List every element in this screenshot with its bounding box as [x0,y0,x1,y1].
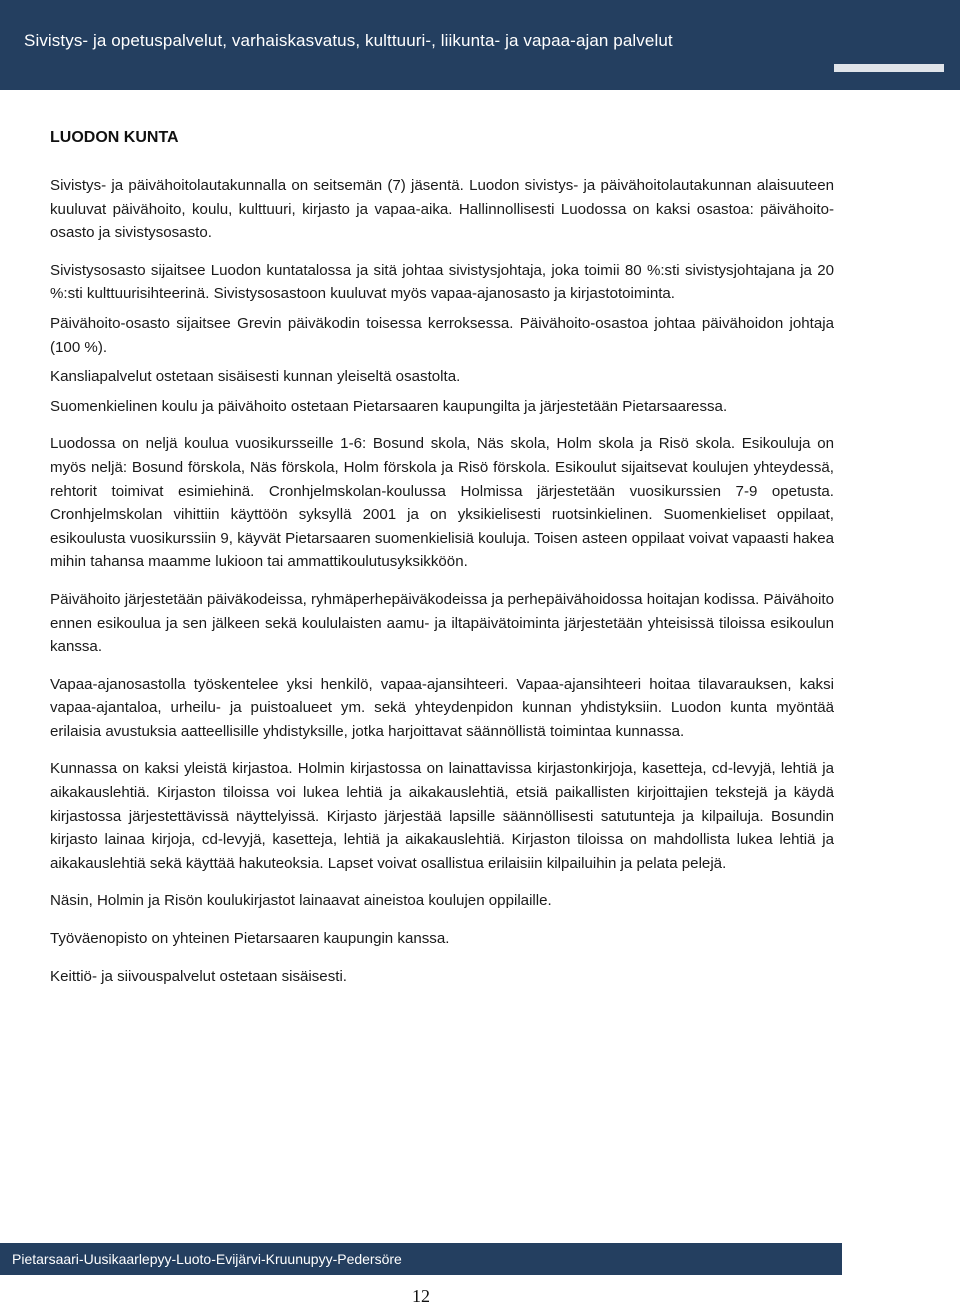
paragraph-board: Sivistys- ja päivähoitolautakunnalla on seitsemän (7) jäsentä. Luodon sivistys- ja päivähoitolautakunnan alaisuuteen kuuluvat päivähoito, koulu, kulttuuri, kirjasto ja vapaa-aika. Hallinnollisesti Luodossa on kaksi osastoa: päivähoito-osasto ja sivistysosasto. [50,177,834,242]
header-accent-bar [834,64,944,72]
paragraph-education-department: Sivistysosasto sijaitsee Luodon kuntatalossa ja sitä johtaa sivistysjohtaja, joka toimii 80 %:sti sivistysjohtajana ja 20 %:sti kulttuurisihteerinä. Sivistysosastoon kuuluvat myös vapaa-ajanosasto ja kirjastotoiminta. [50,261,834,303]
paragraph-daycare-department: Päivähoito-osasto sijaitsee Grevin päiväkodin toisessa kerroksessa. Päivähoito-osastoa johtaa päivähoidon johtaja (100 %). [50,314,834,356]
paragraph-school-libraries: Näsin, Holmin ja Risön koulukirjastot lainaavat aineistoa koulujen oppilaille. [50,892,552,910]
paragraph-leisure: Vapaa-ajanosastolla työskentelee yksi henkilö, vapaa-ajansihteeri. Vapaa-ajansihteeri hoitaa tilavarauksen, kaksi vapaa-ajantaloa, urheilu- ja puistoalueet ym. sekä yhteydenpidon kunnan yhdistyksiin. Luodon kunta myöntää erilaisia avustuksia aatteellisille yhdistyksille, jotka harjoittavat säännöllistä toimintaa kunnassa. [50,675,834,740]
page-footer [0,1243,842,1275]
section-heading: LUODON KUNTA [50,129,179,146]
paragraph-workers-institute: Työväenopisto on yhteinen Pietarsaaren kaupungin kanssa. [50,930,450,948]
paragraph-daycare: Päivähoito järjestetään päiväkodeissa, ryhmäperhepäiväkodeissa ja perhepäivähoidossa hoitajan kodissa. Päivähoito ennen esikoulua ja sen jälkeen sekä koululaisten aamu- ja iltapäivätoiminta järjestetään yhteisissä tiloissa esikoulun kanssa. [50,590,834,656]
document-body [50,128,834,1002]
paragraph-kitchen-cleaning: Keittiö- ja siivouspalvelut ostetaan sisäisesti. [50,967,347,985]
paragraph-schools: Luodossa on neljä koulua vuosikursseille 1-6: Bosund skola, Näs skola, Holm skola ja Risö skola. Esikouluja on myös neljä: Bosund förskola, Näs förskola, Holm förskola ja Risö förskola. Esikoulut sijaitsevat koulujen yhteydessä, rehtorit toimivat esimiehinä. Cronhjelmskolan-koulussa Holmissa järjestetään vuosikurssien 7-9 opetusta. Cronhjelmskolan vihittiin käyttöön syksyllä 2001 ja on yksikielisesti ruotsinkielinen. Suomenkieliset oppilaat, esikoulusta vuosikurssiin 9, käyvät Pietarsaaren suomenkielisiä kouluja. Toisen asteen oppilaat voivat vapaasti hakea mihin tahansa maamme lukioon tai ammattikoulutusyksikköön. [50,435,834,571]
paragraph-finnish-school: Suomenkielinen koulu ja päivähoito ostetaan Pietarsaaren kaupungilta ja järjestetään Pietarsaaressa. [50,397,728,415]
footer-municipalities: Pietarsaari-Uusikaarlepyy-Luoto-Evijärvi-Kruunupyy-Pedersöre [12,1251,402,1267]
paragraph-office-services: Kansliapalvelut ostetaan sisäisesti kunnan yleiseltä osastolta. [50,368,461,386]
page-number: 12 [412,1286,430,1306]
paragraph-libraries: Kunnassa on kaksi yleistä kirjastoa. Holmin kirjastossa on lainattavissa kirjastonkirjoja, kasetteja, cd-levyjä, lehtiä ja aikakauslehtiä. Kirjaston tiloissa voi lukea lehtiä ja aikakauslehtiä, etsiä paikallisten kirjoittajien tekstejä ja käydä kirjastossa järjestettävissä näyttelyissä. Kirjasto järjestää lapsille säännöllisesti satutunteja ja kilpailuja. Bosundin kirjasto lainaa kirjoja, cd-levyjä, kasetteja, lehtiä ja aikakauslehtiä. Kirjaston tiloissa on mahdollista lukea lehtiä ja aikakauslehtiä sekä käyttää hakuteoksia. Lapset voivat osallistua erilaisiin kilpailuihin ja pelata pelejä. [50,760,834,872]
header-title: Sivistys- ja opetuspalvelut, varhaiskasvatus, kulttuuri-, liikunta- ja vapaa-ajan palvelut [24,31,673,50]
page-header [0,0,960,90]
